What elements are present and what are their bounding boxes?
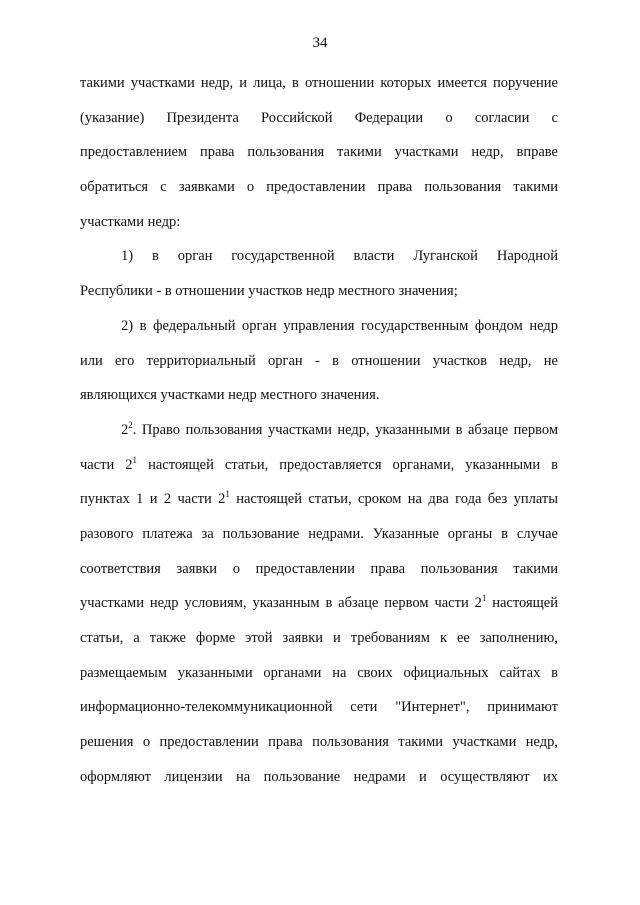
text-line [80, 586, 558, 621]
text-line [80, 482, 558, 517]
text-line: 1) в орган государственной власти Луганской Народной [121, 248, 558, 265]
text-run: . Право пользования участками недр, указанными в абзаце первом [132, 421, 558, 438]
text-line: являющихся участками недр местного значения. [80, 387, 380, 404]
text-line: такими участками недр, и лица, в отношении которых имеется поручение [80, 75, 558, 91]
text-line: информационно-телекоммуникационной сети "Интернет", принимают [80, 699, 558, 716]
document-body [80, 66, 558, 794]
text-line: предоставлением права пользования такими участками недр, вправе [80, 144, 558, 161]
text-run: настоящей статьи, предоставляется органами, указанными в [137, 456, 558, 473]
superscript: 1 [132, 454, 138, 465]
superscript: 1 [225, 489, 230, 500]
text-run: участками недр условиям, указанным в абзаце первом части 2 [80, 595, 482, 612]
text-run: пунктах 1 и 2 части 2 [80, 491, 226, 508]
text-line: 2) в федеральный орган управления государственным фондом недр [121, 317, 558, 334]
text-line [80, 413, 558, 448]
text-line [80, 448, 558, 483]
page-number: 34 [312, 35, 328, 51]
text-line: участками недр: [80, 213, 181, 230]
text-run: настоящей статьи, сроком на два года без уплаты [229, 491, 558, 508]
superscript: 1 [481, 593, 487, 604]
superscript: 2 [128, 419, 133, 430]
text-line: размещаемым указанными органами на своих официальных сайтах в [80, 664, 558, 681]
text-line: решения о предоставлении права пользования такими участками недр, [80, 734, 558, 751]
text-run: части 2 [80, 456, 133, 473]
text-line: соответствия заявки о предоставлении права пользования такими [80, 560, 558, 577]
text-line: статьи, а также форме этой заявки и требованиям к ее заполнению, [80, 630, 558, 646]
text-line: или его территориальный орган - в отношении участков недр, не [80, 352, 558, 369]
text-run: 2 [121, 421, 129, 438]
text-line: (указание) Президента Российской Федерации о согласии с [80, 109, 558, 126]
text-run: настоящей [486, 595, 558, 612]
text-line: разового платежа за пользование недрами. Указанные органы в случае [80, 525, 558, 542]
text-line: обратиться с заявками о предоставлении права пользования такими [80, 179, 558, 196]
text-line: Республики - в отношении участков недр местного значения; [80, 283, 458, 300]
text-line: оформляют лицензии на пользование недрами и осуществляют их [80, 768, 558, 785]
